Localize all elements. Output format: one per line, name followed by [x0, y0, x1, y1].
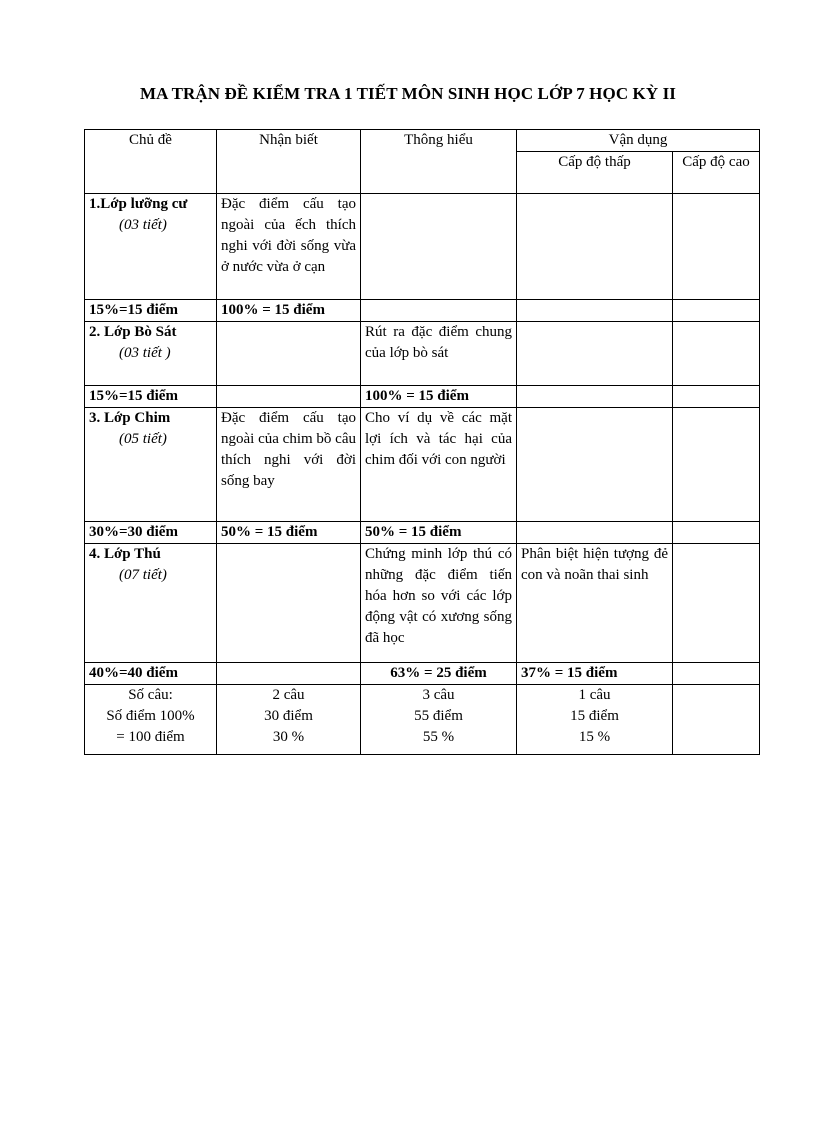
score-app-low: [517, 300, 673, 322]
table-row: [85, 194, 760, 300]
score-app-low: [517, 522, 673, 544]
topic-cell: [85, 408, 217, 522]
table-row-score: [85, 663, 760, 685]
score-topic: 15%=15 điểm: [85, 386, 217, 408]
topic-name: 2. Lớp Bò Sát: [89, 324, 177, 340]
app-high-cell: [673, 544, 760, 663]
topic-name: 1.Lớp lưỡng cư: [89, 196, 188, 212]
topic-periods: (03 tiết): [119, 217, 167, 233]
score-comprehension: 50% = 15 điểm: [361, 522, 517, 544]
table-row-score: [85, 300, 760, 322]
header-topic: Chủ đề: [85, 130, 217, 194]
summary-line: 1 câu: [578, 687, 611, 703]
table-row: [85, 322, 760, 386]
score-app-low: [517, 386, 673, 408]
score-app-high: [673, 663, 760, 685]
score-topic: 15%=15 điểm: [85, 300, 217, 322]
score-app-high: [673, 300, 760, 322]
score-recognition: [217, 663, 361, 685]
score-comprehension: 100% = 15 điểm: [361, 386, 517, 408]
summary-line: 30 điểm: [264, 708, 313, 724]
score-recognition: 100% = 15 điểm: [217, 300, 361, 322]
app-high-cell: [673, 408, 760, 522]
app-high-cell: [673, 194, 760, 300]
summary-recognition: [217, 685, 361, 755]
summary-line: Số câu:: [128, 687, 173, 703]
header-comprehension: Thông hiểu: [361, 130, 517, 194]
topic-cell: [85, 322, 217, 386]
summary-line: 3 câu: [422, 687, 455, 703]
score-app-low: 37% = 15 điểm: [517, 663, 673, 685]
recognition-cell: [217, 544, 361, 663]
table-row-score: [85, 522, 760, 544]
score-comprehension: [361, 300, 517, 322]
app-high-cell: [673, 322, 760, 386]
topic-name: 4. Lớp Thú: [89, 546, 161, 562]
comprehension-cell: [361, 194, 517, 300]
summary-topic: [85, 685, 217, 755]
app-low-cell: Phân biệt hiện tượng đẻ con và noãn thai sinh: [517, 544, 673, 663]
recognition-cell: Đặc điểm cấu tạo ngoài của chim bồ câu thích nghi với đời sống bay: [217, 408, 361, 522]
score-recognition: 50% = 15 điểm: [217, 522, 361, 544]
header-application: Vận dụng: [517, 130, 760, 152]
summary-line: = 100 điểm: [116, 729, 185, 745]
topic-cell: [85, 544, 217, 663]
topic-name: 3. Lớp Chim: [89, 410, 171, 426]
document-title: MA TRẬN ĐỀ KIỂM TRA 1 TIẾT MÔN SINH HỌC LỚP 7 HỌC KỲ II: [139, 84, 677, 103]
summary-comprehension: [361, 685, 517, 755]
summary-line: 55 %: [422, 729, 455, 745]
summary-app-low: [517, 685, 673, 755]
comprehension-cell: Cho ví dụ về các mặt lợi ích và tác hại của chim đối với con người: [361, 408, 517, 522]
summary-app-high: [673, 685, 760, 755]
score-recognition: [217, 386, 361, 408]
summary-line: 30 %: [272, 729, 305, 745]
summary-line: 15 %: [578, 729, 611, 745]
topic-periods: (07 tiết): [119, 567, 167, 583]
header-application-high: Cấp độ cao: [673, 152, 760, 194]
table-row: [85, 408, 760, 522]
table-row-score: [85, 386, 760, 408]
summary-row: [85, 685, 760, 755]
header-application-low: Cấp độ thấp: [517, 152, 673, 194]
recognition-cell: [217, 322, 361, 386]
table-row: [85, 544, 760, 663]
exam-matrix-table: [84, 129, 760, 755]
score-comprehension: 63% = 25 điểm: [361, 663, 517, 685]
topic-periods: (05 tiết): [119, 431, 167, 447]
topic-cell: [85, 194, 217, 300]
score-topic: 40%=40 điểm: [85, 663, 217, 685]
summary-line: 2 câu: [272, 687, 305, 703]
score-app-high: [673, 386, 760, 408]
score-topic: 30%=30 điểm: [85, 522, 217, 544]
score-app-high: [673, 522, 760, 544]
topic-periods: (03 tiết ): [119, 345, 171, 361]
recognition-cell: Đặc điểm cấu tạo ngoài của ếch thích nghi với đời sống vừa ở nước vừa ở cạn: [217, 194, 361, 300]
summary-line: 55 điểm: [414, 708, 463, 724]
comprehension-cell: Rút ra đặc điểm chung của lớp bò sát: [361, 322, 517, 386]
app-low-cell: [517, 408, 673, 522]
comprehension-cell: Chứng minh lớp thú có những đặc điểm tiến hóa hơn so với các lớp động vật có xương sống đã học: [361, 544, 517, 663]
header-recognition: Nhận biết: [217, 130, 361, 194]
app-low-cell: [517, 194, 673, 300]
app-low-cell: [517, 322, 673, 386]
summary-line: 15 điểm: [570, 708, 619, 724]
summary-line: Số điểm 100%: [106, 708, 195, 724]
